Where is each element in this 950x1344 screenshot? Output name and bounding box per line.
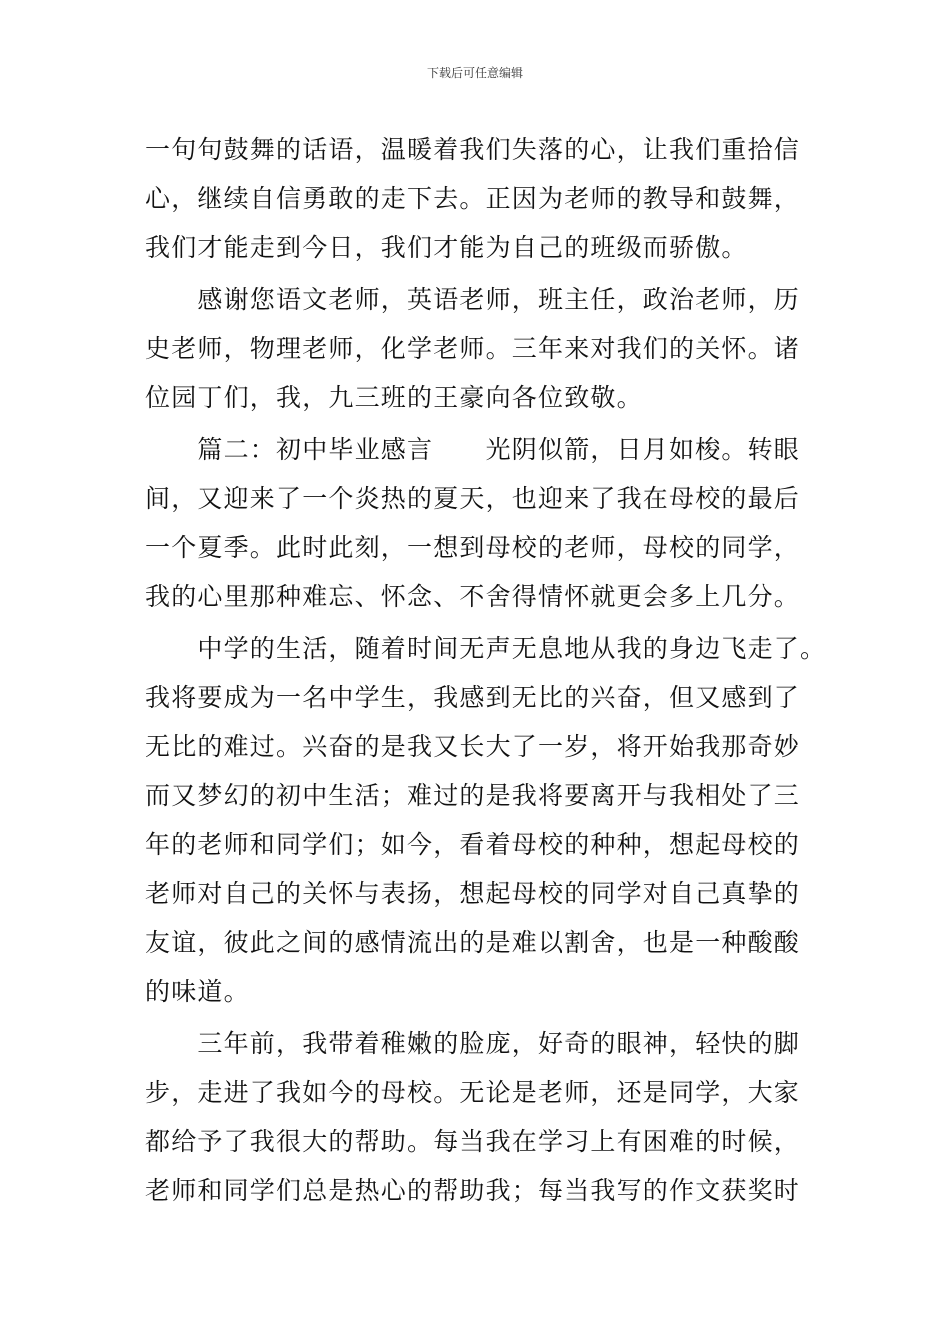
text-line: 篇二：初中毕业感言 光阴似箭，日月如梭。转眼 [145, 435, 801, 464]
text-line: 我将要成为一名中学生，我感到无比的兴奋，但又感到了 [145, 683, 801, 712]
text-line: 中学的生活，随着时间无声无息地从我的身边飞走了。 [145, 634, 827, 663]
text-line: 步，走进了我如今的母校。无论是老师，还是同学，大家 [145, 1078, 801, 1107]
text-line: 无比的难过。兴奋的是我又长大了一岁，将开始我那奇妙 [145, 732, 801, 761]
text-line: 史老师，物理老师，化学老师。三年来对我们的关怀。诸 [145, 334, 801, 363]
text-line: 都给予了我很大的帮助。每当我在学习上有困难的时候， [145, 1127, 801, 1156]
text-line: 一句句鼓舞的话语，温暖着我们失落的心，让我们重拾信 [145, 135, 801, 164]
text-line: 老师和同学们总是热心的帮助我；每当我写的作文获奖时 [145, 1176, 801, 1205]
text-line: 间，又迎来了一个炎热的夏天，也迎来了我在母校的最后 [145, 484, 801, 513]
text-line: 而又梦幻的初中生活；难过的是我将要离开与我相处了三 [145, 781, 801, 810]
text-line: 的味道。 [145, 977, 250, 1006]
text-line: 我们才能走到今日，我们才能为自己的班级而骄傲。 [145, 233, 748, 262]
text-line: 心，继续自信勇敢的走下去。正因为老师的教导和鼓舞， [145, 184, 801, 213]
text-line: 位园丁们，我，九三班的王豪向各位致敬。 [145, 383, 643, 412]
text-line: 我的心里那种难忘、怀念、不舍得情怀就更会多上几分。 [145, 582, 801, 611]
text-line: 感谢您语文老师，英语老师，班主任，政治老师，历 [145, 285, 801, 314]
page-header: 下载后可任意编辑 [426, 66, 523, 80]
text-line: 年的老师和同学们；如今，看着母校的种种，想起母校的 [145, 830, 801, 859]
text-line: 友谊，彼此之间的感情流出的是难以割舍，也是一种酸酸 [145, 928, 801, 957]
text-line: 三年前，我带着稚嫩的脸庞，好奇的眼神，轻快的脚 [145, 1029, 801, 1058]
text-line: 老师对自己的关怀与表扬，想起母校的同学对自己真挚的 [145, 879, 801, 908]
text-line: 一个夏季。此时此刻，一想到母校的老师，母校的同学， [145, 533, 801, 562]
